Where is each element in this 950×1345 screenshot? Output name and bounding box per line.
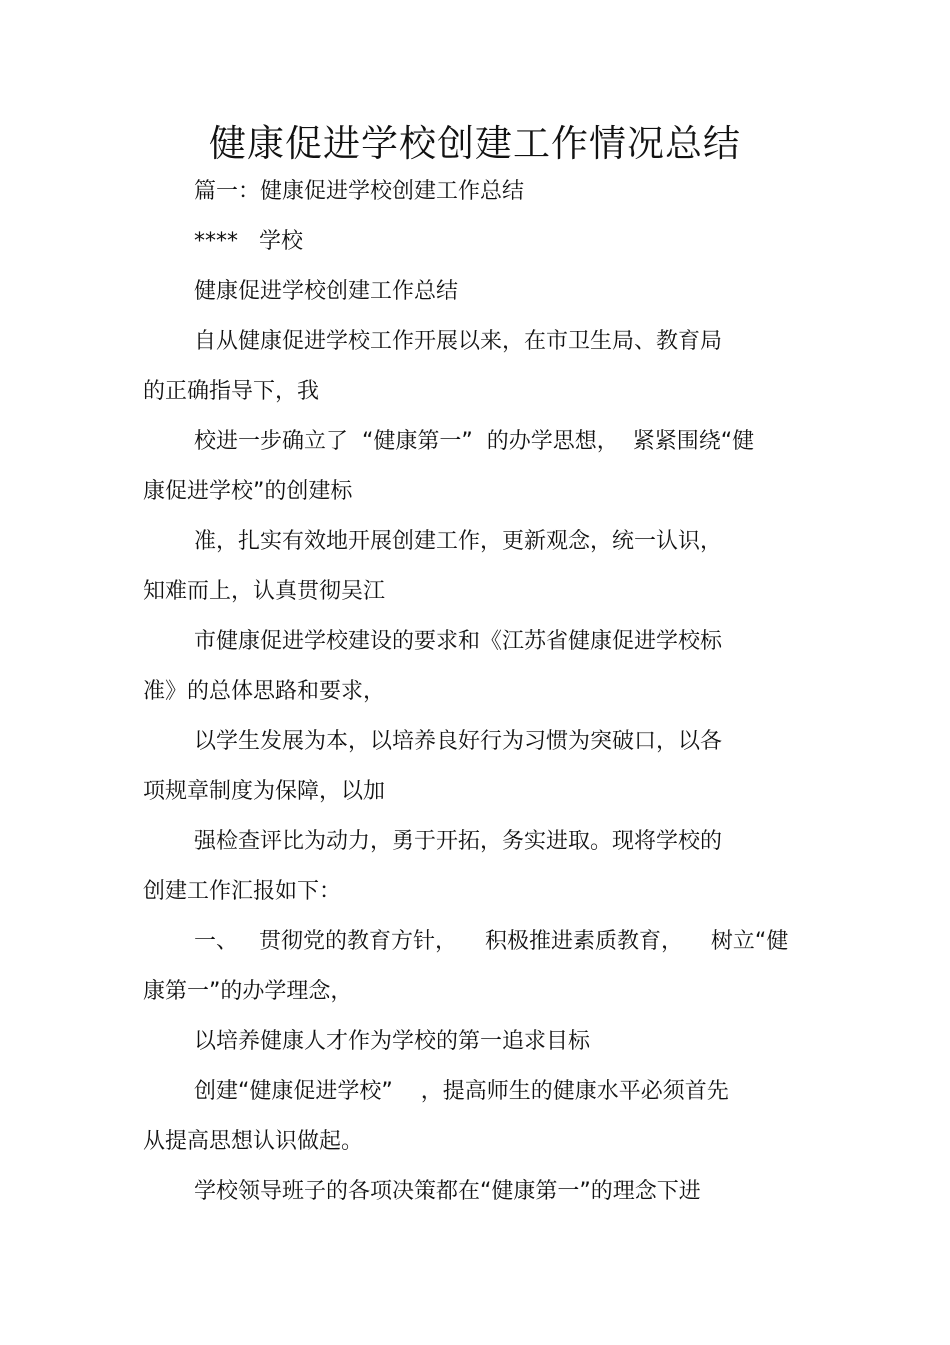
paragraph-line: 康促进学校”的创建标 — [143, 479, 353, 504]
section-one-heading: 一、 贯彻党的教育方针， 积极推进素质教育， 树立“健 — [194, 929, 789, 954]
paragraph-line: 创建“健康促进学校” ，提高师生的健康水平必须首先 — [194, 1079, 729, 1104]
paragraph-line: 准》的总体思路和要求， — [143, 679, 386, 704]
paragraph-line: 以培养健康人才作为学校的第一追求目标 — [194, 1029, 591, 1054]
paragraph-line: 从提高思想认识做起。 — [143, 1129, 364, 1154]
document-title: 健康促进学校创建工作情况总结 — [209, 122, 741, 165]
section-one-heading-cont: 康第一”的办学理念， — [143, 979, 353, 1004]
paragraph-line: 的正确指导下，我 — [143, 379, 320, 404]
school-name-line: **** 学校 — [194, 229, 303, 254]
subtitle-line: 健康促进学校创建工作总结 — [194, 279, 459, 304]
paragraph-line: 创建工作汇报如下： — [143, 879, 342, 904]
paragraph-line: 市健康促进学校建设的要求和《江苏省健康促进学校标 — [194, 629, 723, 654]
paragraph-line: 强检查评比为动力，勇于开拓，务实进取。现将学校的 — [194, 829, 723, 854]
paragraph-line: 知难而上，认真贯彻吴江 — [143, 579, 386, 604]
paragraph-line: 校进一步确立了 “健康第一” 的办学思想， 紧紧围绕“健 — [194, 429, 755, 454]
paragraph-line: 准，扎实有效地开展创建工作，更新观念，统一认识， — [194, 529, 723, 554]
paragraph-line: 学校领导班子的各项决策都在“健康第一”的理念下进 — [194, 1179, 701, 1204]
paragraph-line: 项规章制度为保障，以加 — [143, 779, 386, 804]
paragraph-line: 以学生发展为本，以培养良好行为习惯为突破口，以各 — [194, 729, 723, 754]
section-heading: 篇一：健康促进学校创建工作总结 — [194, 179, 525, 204]
paragraph-line: 自从健康促进学校工作开展以来，在市卫生局、教育局 — [194, 329, 723, 354]
